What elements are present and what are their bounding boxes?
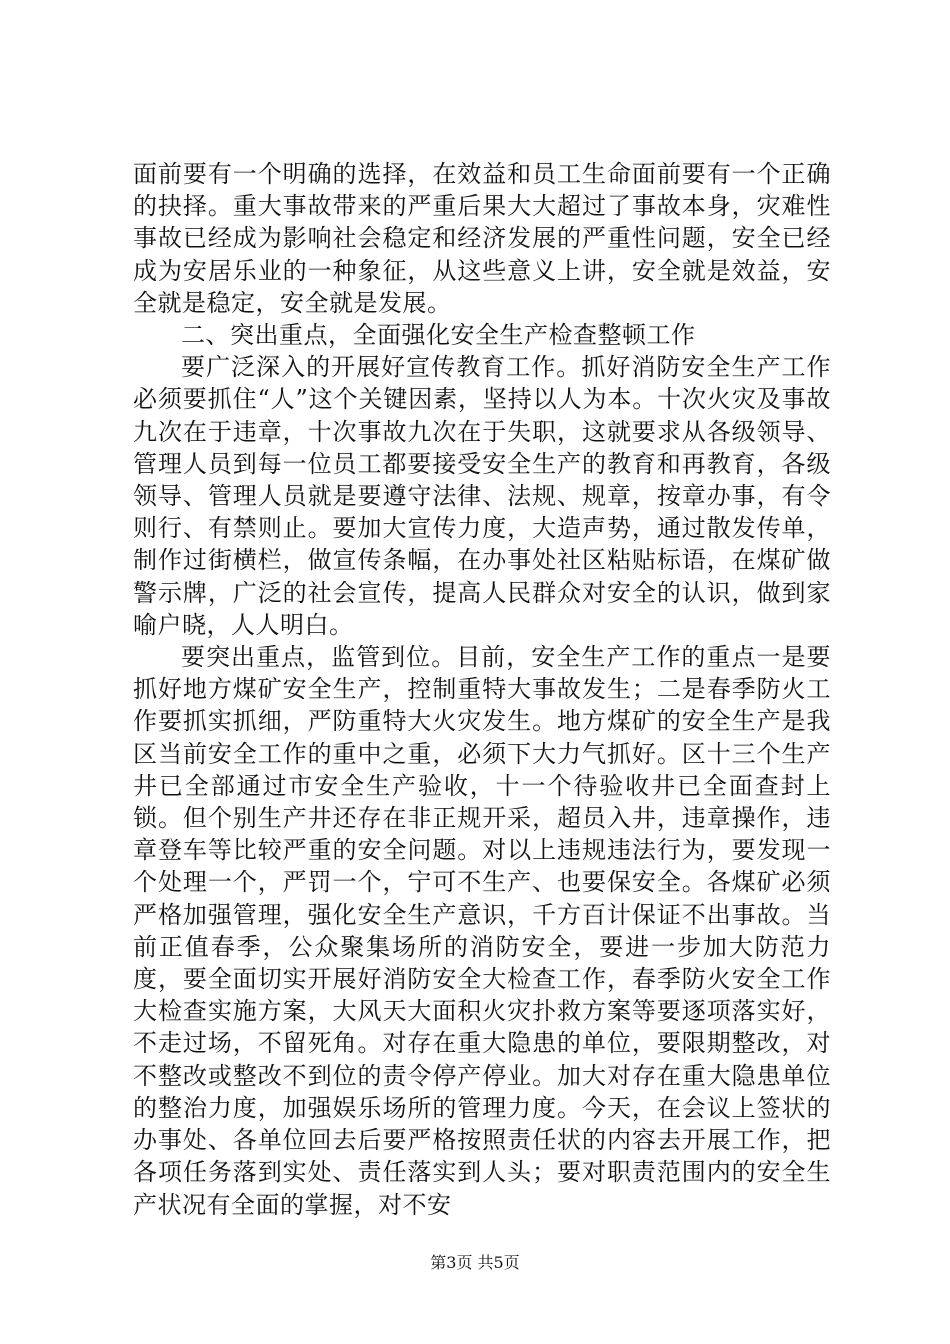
paragraph-supervision: 要突出重点，监管到位。目前，安全生产工作的重点一是要抓好地方煤矿安全生产，控制重特大事故发生；二是春季防火工作要抓实抓细，严防重特大火灾发生。地方煤矿的安全生产是我区当前安全工作的重中之重，必须下大力气抓好。区十三个生产井已全部通过市安全生产验收，十一个待验收井已全面查封上锁。但个别生产井还存在非正规开采，超员入井，违章操作，违章登车等比较严重的安全问题。对以上违规违法行为，要发现一个处理一个，严罚一个，宁可不生产、也要保安全。各煤矿必须严格加强管理，强化安全生产意识，千方百计保证不出事故。当前正值春季，公众聚集场所的消防安全，要进一步加大防范力度，要全面切实开展好消防安全大检查工作，春季防火安全工作大检查实施方案，大风天大面积火灾扑救方案等要逐项落实好，不走过场，不留死角。对存在重大隐患的单位，要限期整改，对不整改或整改不到位的责令停产停业。加大对存在重大隐患单位的整治力度，加强娱乐场所的管理力度。今天，在会议上签状的办事处、各单位回去后要严格按照责任状的内容去开展工作，把各项任务落到实处、责任落实到人头；要对职责范围内的安全生产状况有全面的掌握，对不安 <box>133 643 831 1219</box>
section-heading: 二、突出重点，全面强化安全生产检查整顿工作 <box>181 321 696 350</box>
document-body <box>133 158 831 1221</box>
paragraph-education: 要广泛深入的开展好宣传教育工作。抓好消防安全生产工作必须要抓住“人”这个关键因素，坚持以人为本。十次火灾及事故九次在于违章，十次事故九次在于失职，这就要求从各级领导、管理人员到每一位员工都要接受安全生产的教育和再教育，各级领导、管理人员就是要遵守法律、法规、规章，按章办事，有令则行、有禁则止。要加大宣传力度，大造声势，通过散发传单，制作过街横栏，做宣传条幅，在办事处社区粘贴标语，在煤矿做警示牌，广泛的社会宣传，提高人民群众对安全的认识，做到家喻户晓，人人明白。 <box>133 353 831 639</box>
page-number-footer: 第3页 共5页 <box>430 1253 520 1272</box>
paragraph-intro-continuation: 面前要有一个明确的选择，在效益和员工生命面前要有一个正确的抉择。重大事故带来的严重后果大大超过了事故本身，灾难性事故已经成为影响社会稳定和经济发展的严重性问题，安全已经成为安居乐业的一种象征，从这些意义上讲，安全就是效益，安全就是稳定，安全就是发展。 <box>133 160 831 317</box>
